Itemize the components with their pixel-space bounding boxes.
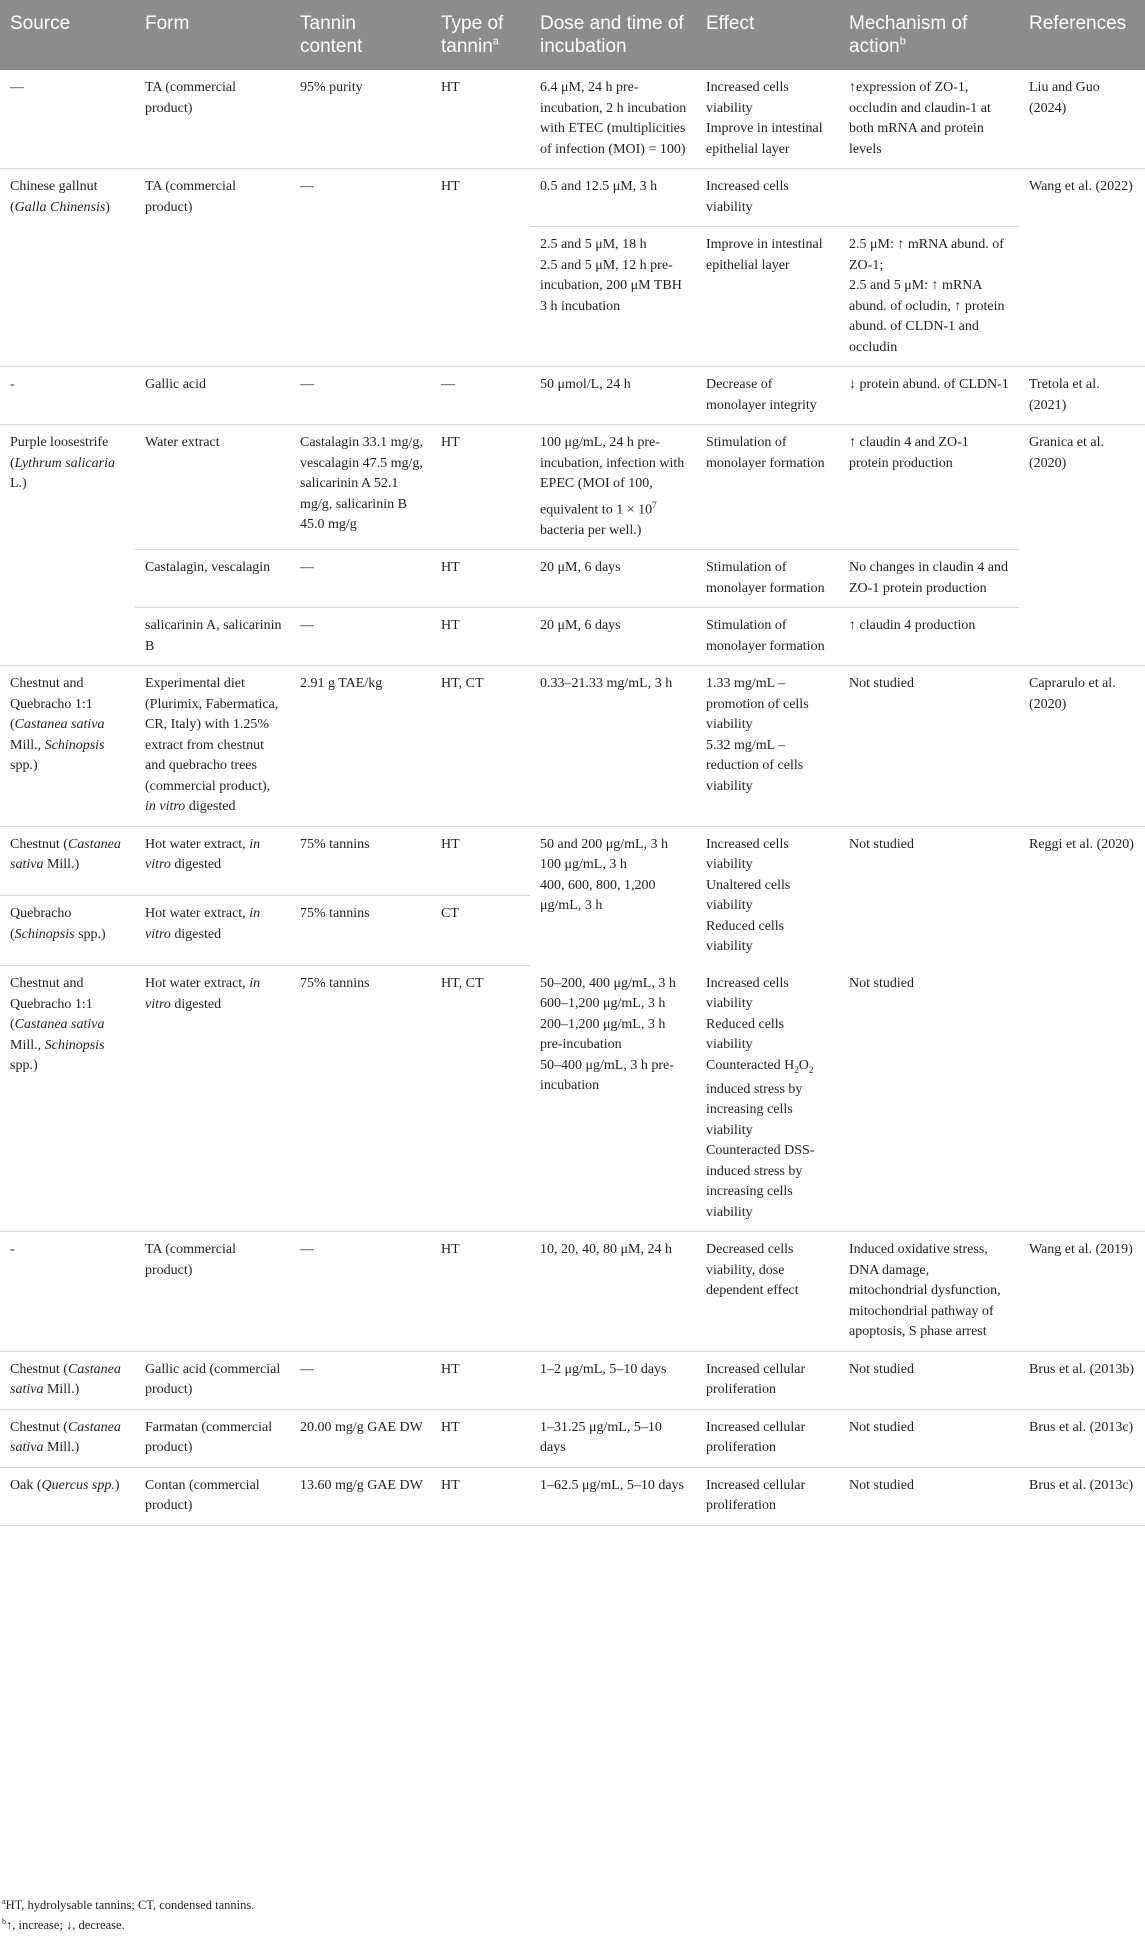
cell-reference: Tretola et al. (2021) [1019,367,1145,425]
cell-content: — [290,367,431,425]
cell-reference: Brus et al. (2013c) [1019,1467,1145,1525]
cell-type: HT, CT [431,666,530,827]
cell-type: HT [431,826,530,896]
table-row [0,70,1145,169]
cell-type: HT [431,70,530,169]
cell-content: 75% tannins [290,896,431,966]
cell-mechanism: ↑ claudin 4 production [839,608,1019,666]
cell-mechanism: Not studied [839,1409,1019,1467]
cell-reference: Caprarulo et al. (2020) [1019,666,1145,827]
cell-form: Experimental diet (Plurimix, Fabermatica, CR, Italy) with 1.25% extract from chestnut and quebracho trees (commercial product), in vitro digested [135,666,290,827]
cell-type: HT [431,1351,530,1409]
cell-dose: 1–2 μg/mL, 5–10 days [530,1351,696,1409]
cell-content: Castalagin 33.1 mg/g, vescalagin 47.5 mg/g, salicarinin A 52.1 mg/g, salicarinin B 45.0 mg/g [290,425,431,550]
header-tannin-content: Tannin content [290,0,431,70]
cell-dose: 6.4 μM, 24 h pre-incubation, 2 h incubation with ETEC (multiplicities of infection (MOI) = 100) [530,70,696,169]
cell-reference: Wang et al. (2022) [1019,169,1145,367]
cell-mechanism: Not studied [839,666,1019,827]
cell-dose: 0.5 and 12.5 μM, 3 h [530,169,696,227]
table-footnotes [2,1895,254,1935]
cell-reference: Granica et al. (2020) [1019,425,1145,666]
cell-type: CT [431,896,530,966]
table-row [0,367,1145,425]
cell-type: HT [431,550,530,608]
cell-type: HT [431,608,530,666]
header-form: Form [135,0,290,70]
cell-dose: 0.33–21.33 mg/mL, 3 h [530,666,696,827]
cell-content: — [290,1232,431,1352]
cell-mechanism: Not studied [839,1351,1019,1409]
cell-content: — [290,550,431,608]
cell-type: HT [431,1232,530,1352]
cell-effect: Stimulation of monolayer formation [696,425,839,550]
cell-type: HT [431,425,530,550]
cell-type: HT [431,1467,530,1525]
cell-content: 2.91 g TAE/kg [290,666,431,827]
cell-content: 13.60 mg/g GAE DW [290,1467,431,1525]
cell-dose: 1–62.5 μg/mL, 5–10 days [530,1467,696,1525]
cell-reference: Brus et al. (2013c) [1019,1409,1145,1467]
cell-source: - [0,367,135,425]
cell-form: salicarinin A, salicarinin B [135,608,290,666]
cell-mechanism: Induced oxidative stress, DNA damage, mitochondrial dysfunction, mitochondrial pathway of apoptosis, S phase arrest [839,1232,1019,1352]
header-type-of-tannin: Type of tannin$^a$ [431,0,530,70]
cell-source: Chestnut (Castanea sativa Mill.) [0,1409,135,1467]
header-effect: Effect [696,0,839,70]
cell-form: TA (commercial product) [135,70,290,169]
table-subrow [0,550,1145,608]
cell-reference: Liu and Guo (2024) [1019,70,1145,169]
table-row [0,425,1145,550]
cell-form: Hot water extract, in vitro digested [135,966,290,1232]
cell-form: Hot water extract, in vitro digested [135,826,290,896]
header-dose: Dose and time of incubation [530,0,696,70]
header-mechanism: Mechanism of action$^b$ [839,0,1019,70]
header-references: References [1019,0,1145,70]
cell-form: Castalagin, vescalagin [135,550,290,608]
cell-effect: Increased cells viability [696,169,839,227]
cell-type: — [431,367,530,425]
cell-effect: 1.33 mg/mL – promotion of cells viability 5.32 mg/mL – reduction of cells viability [696,666,839,827]
cell-type: HT [431,1409,530,1467]
cell-source: — [0,70,135,169]
cell-reference: Reggi et al. (2020) [1019,826,1145,1232]
table-header [0,0,1145,70]
table-row [0,1351,1145,1409]
cell-dose: 10, 20, 40, 80 μM, 24 h [530,1232,696,1352]
cell-type: HT, CT [431,966,530,1232]
cell-source: Chestnut and Quebracho 1:1 (Castanea sativa Mill., Schinopsis spp.) [0,666,135,827]
cell-type: HT [431,169,530,367]
cell-source: - [0,1232,135,1352]
cell-form: Contan (commercial product) [135,1467,290,1525]
table-row [0,169,1145,227]
cell-effect: Increased cellular proliferation [696,1351,839,1409]
cell-effect: Increased cells viability Improve in intestinal epithelial layer [696,70,839,169]
cell-form: TA (commercial product) [135,1232,290,1352]
cell-effect: Decreased cells viability, dose dependent effect [696,1232,839,1352]
cell-content: 75% tannins [290,826,431,896]
cell-source: Quebracho (Schinopsis spp.) [0,896,135,966]
header-source: Source [0,0,135,70]
cell-effect: Increased cells viability Reduced cells viability Counteracted $H_2O_2$ induced stress by increasing cells viability Counteracted DSS-induced stress by increasing cells viability [696,966,839,1232]
cell-source: Oak (Quercus spp.) [0,1467,135,1525]
table-row [0,826,1145,896]
cell-content: — [290,608,431,666]
cell-dose: 50–200, 400 μg/mL, 3 h 600–1,200 μg/mL, 3 h 200–1,200 μg/mL, 3 h pre-incubation 50–400 μg/mL, 3 h pre-incubation [530,966,696,1232]
cell-form: Farmatan (commercial product) [135,1409,290,1467]
cell-reference: Brus et al. (2013b) [1019,1351,1145,1409]
cell-effect: Increased cells viability Unaltered cells viability Reduced cells viability [706,836,791,955]
table-row [0,1409,1145,1467]
cell-effect: Improve in intestinal epithelial layer [696,227,839,367]
cell-content: 20.00 mg/g GAE DW [290,1409,431,1467]
cell-mechanism: ↓ protein abund. of CLDN-1 [839,367,1019,425]
cell-source: Chinese gallnut (Galla Chinensis) [0,169,135,367]
cell-content: — [290,1351,431,1409]
cell-source: Chestnut and Quebracho 1:1 (Castanea sativa Mill., Schinopsis spp.) [0,966,135,1232]
cell-dose: 100 μg/mL, 24 h pre-incubation, infection with EPEC (MOI of 100, equivalent to $1 \times 10^7$ bacteria per well.) [530,425,696,550]
cell-dose: 50 μmol/L, 24 h [530,367,696,425]
cell-mechanism: Not studied [839,1467,1019,1525]
cell-mechanism: Not studied [849,836,914,852]
cell-mechanism: ↑ claudin 4 and ZO-1 protein production [839,425,1019,550]
cell-form: Water extract [135,425,290,550]
cell-dose: 2.5 and 5 μM, 18 h 2.5 and 5 μM, 12 h pre-incubation, 200 μM TBH 3 h incubation [530,227,696,367]
cell-source: Chestnut (Castanea sativa Mill.) [0,826,135,896]
cell-effect: Stimulation of monolayer formation [696,608,839,666]
cell-mechanism [839,169,1019,227]
table-row [0,666,1145,827]
cell-dose: 1–31.25 μg/mL, 5–10 days [530,1409,696,1467]
cell-effect: Decrease of monolayer integrity [696,367,839,425]
cell-effect: Increased cellular proliferation [696,1409,839,1467]
cell-source: Chestnut (Castanea sativa Mill.) [0,1351,135,1409]
cell-mechanism: ↑expression of ZO-1, occludin and claudin-1 at both mRNA and protein levels [839,70,1019,169]
cell-dose: 50 and 200 μg/mL, 3 h 100 μg/mL, 3 h 400, 600, 800, 1,200 μg/mL, 3 h [540,836,669,914]
cell-content: 75% tannins [290,966,431,1232]
cell-content: — [290,169,431,367]
cell-form: Gallic acid [135,367,290,425]
cell-effect: Stimulation of monolayer formation [696,550,839,608]
cell-mechanism: No changes in claudin 4 and ZO-1 protein production [839,550,1019,608]
cell-dose: 20 μM, 6 days [530,608,696,666]
table-subrow [0,966,1145,1232]
table-row [0,1232,1145,1352]
cell-mechanism: Not studied [839,966,1019,1232]
cell-effect: Increased cellular proliferation [696,1467,839,1525]
table-row [0,1467,1145,1525]
cell-form: Hot water extract, in vitro digested [135,896,290,966]
cell-reference: Wang et al. (2019) [1019,1232,1145,1352]
cell-form: Gallic acid (commercial product) [135,1351,290,1409]
footnote-b: $^b$↑, increase; ↓, decrease. [2,1916,125,1932]
cell-content: 95% purity [290,70,431,169]
table-subrow [0,608,1145,666]
cell-mechanism: 2.5 μM: ↑ mRNA abund. of ZO-1; 2.5 and 5 μM: ↑ mRNA abund. of ocludin, ↑ protein abund. of CLDN-1 and occludin [839,227,1019,367]
cell-form: TA (commercial product) [135,169,290,367]
cell-dose: 20 μM, 6 days [530,550,696,608]
footnote-a: $^a$HT, hydrolysable tannins; CT, condensed tannins. [2,1896,255,1912]
cell-source: Purple loosestrife (Lythrum salicaria L.) [0,425,135,666]
